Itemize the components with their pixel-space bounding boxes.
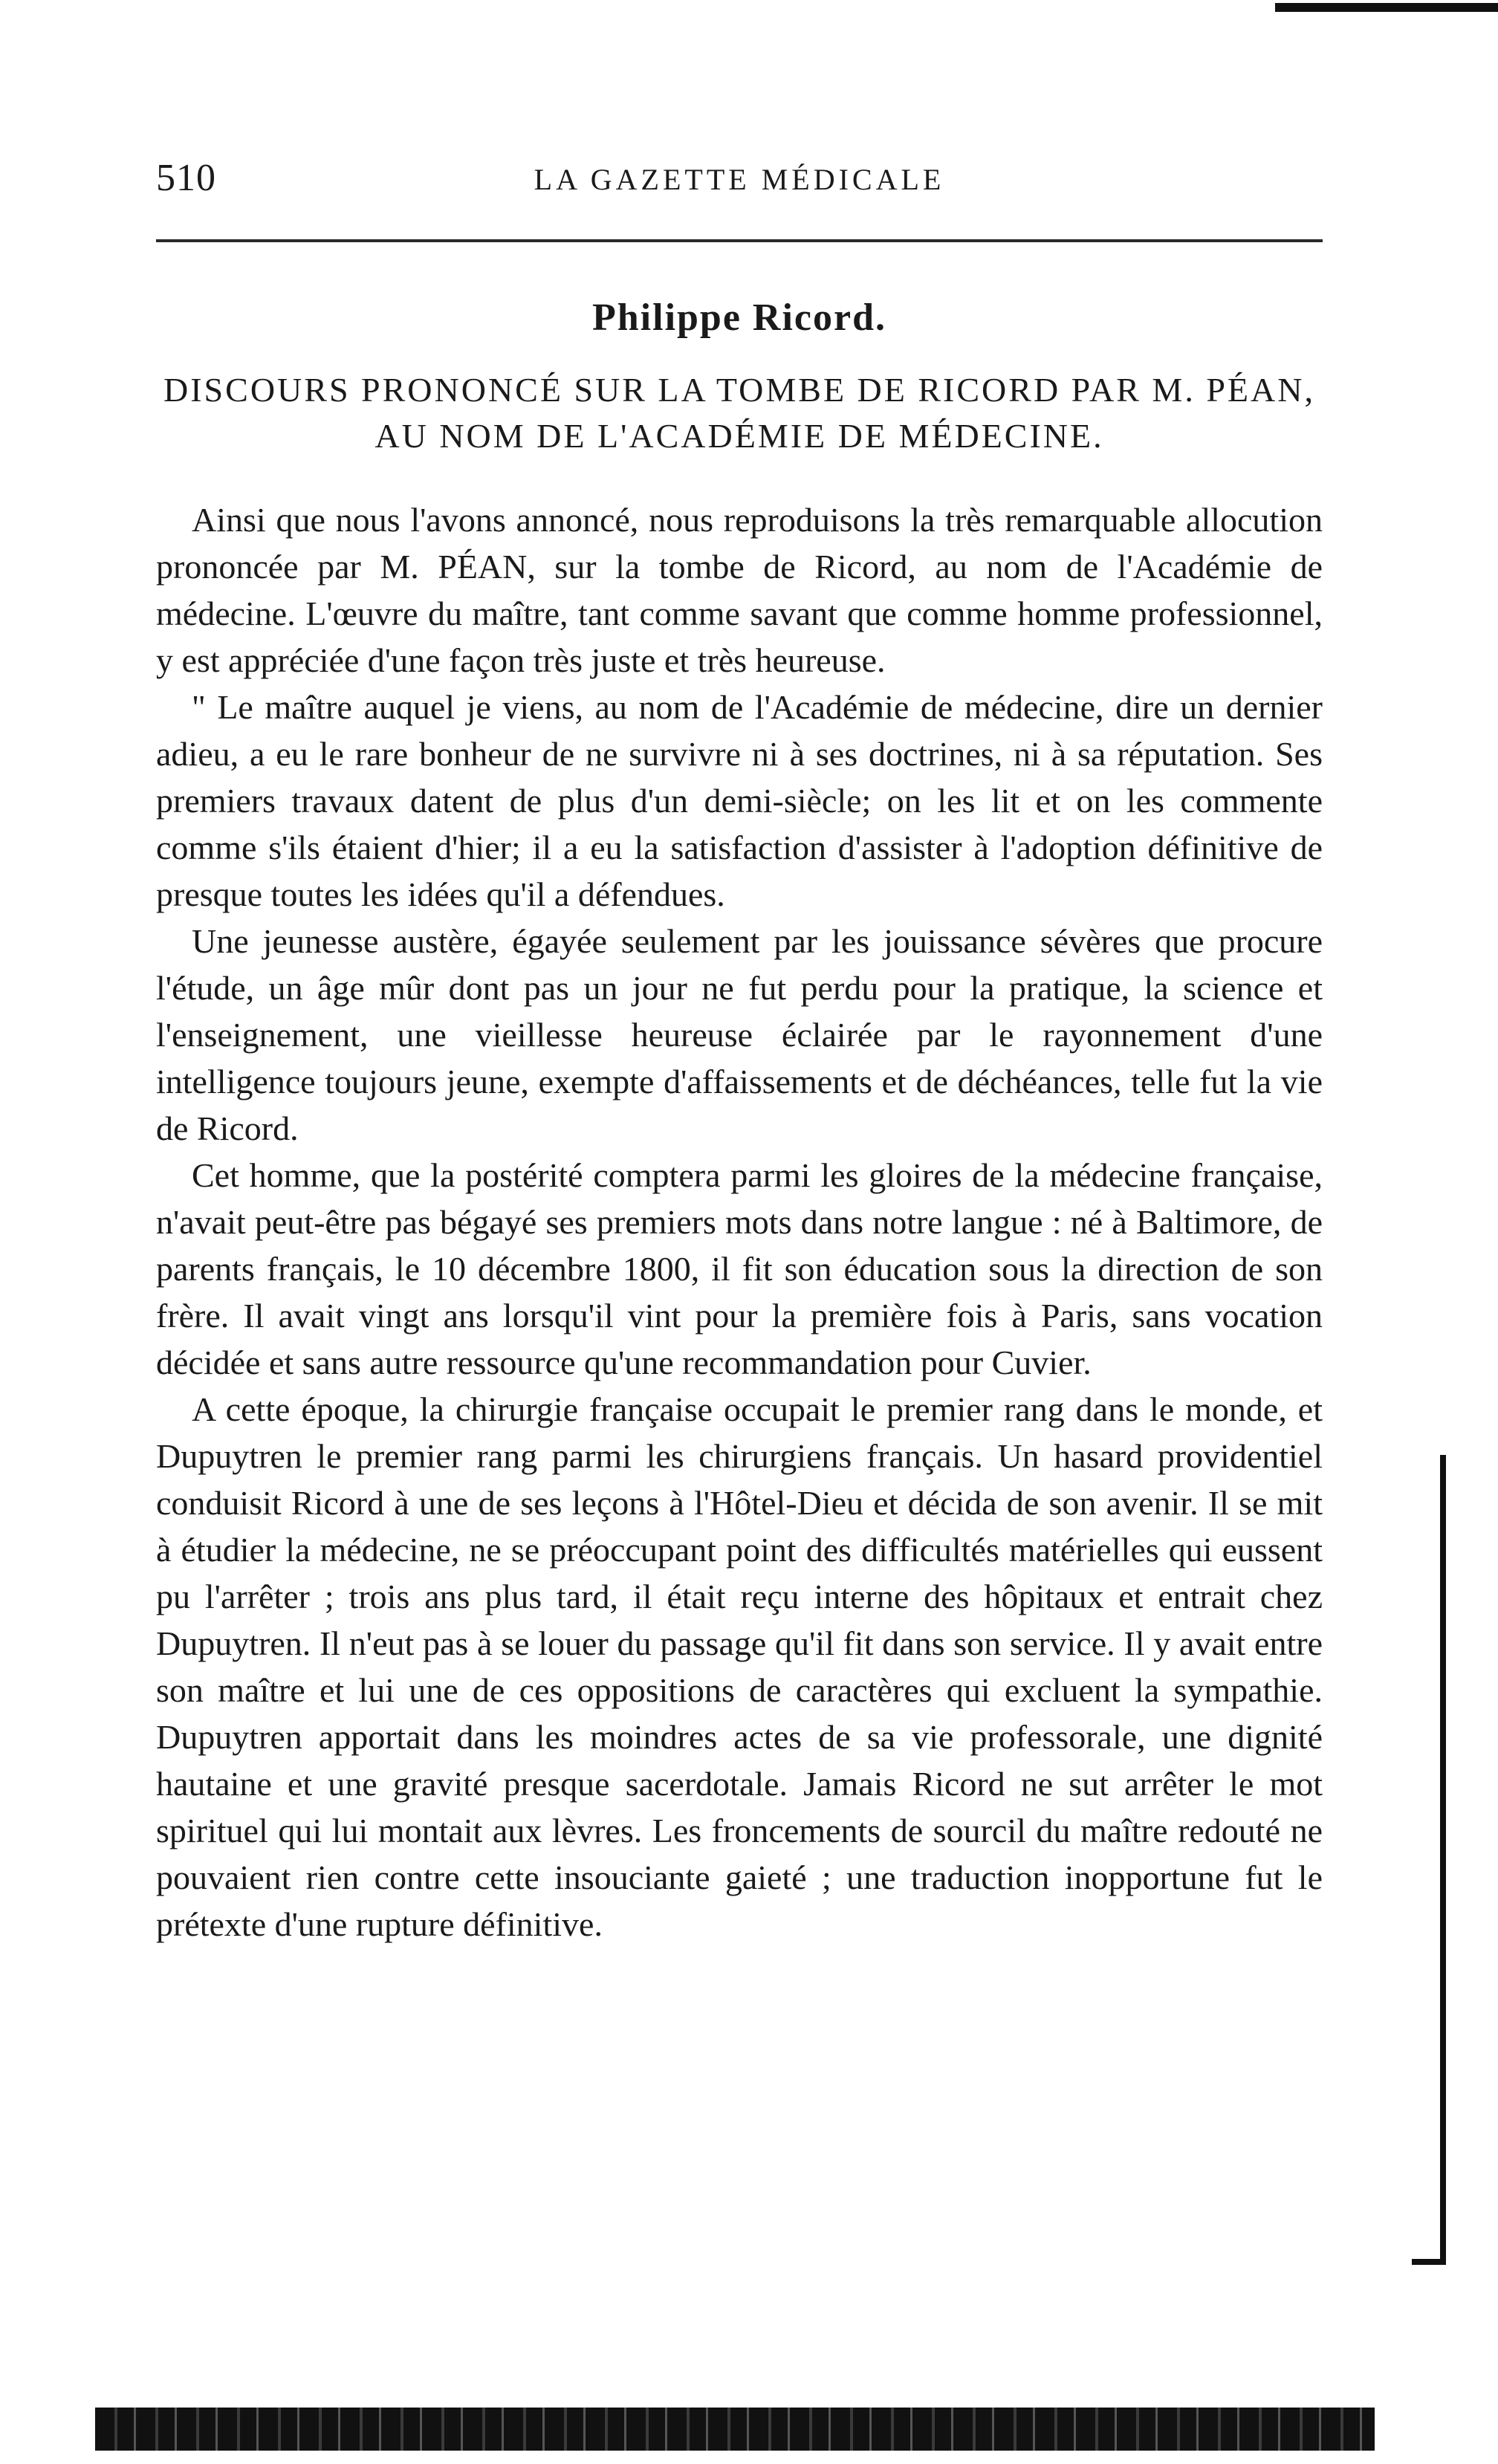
page-header [156, 156, 1323, 201]
page-number: 510 [156, 157, 216, 199]
paragraph: Une jeunesse austère, égayée seulement par les jouissance sévères que procure l'étude, un âge mûr dont pas un jour ne fut perdu pour la pratique, la science et l'enseignement, une vieillesse heureuse éclairée par le rayonnement d'une intelligence toujours jeune, exempte d'affaissements et de déchéances, telle fut la vie de Ricord. [156, 922, 1323, 1147]
header-rule [156, 239, 1323, 242]
paragraph: Ainsi que nous l'avons annoncé, nous reproduisons la très remarquable allocution prononcée par M. PÉAN, sur la tombe de Ricord, au nom de l'Académie de médecine. L'œuvre du maître, tant comme savant que comme homme professionnel, y est appréciée d'une façon très juste et très heureuse. [156, 501, 1323, 679]
article-title: Philippe Ricord. [591, 296, 887, 339]
paragraph: Cet homme, que la postérité comptera parmi les gloires de la médecine française, n'avait peut-être pas bégayé ses premiers mots dans notre langue : né à Baltimore, de parents français, le 10 décembre 1800, il fit son éducation sous la direction de son frère. Il avait vingt ans lorsqu'il vint pour la première fois à Paris, sans vocation décidée et sans autre ressource qu'une recommandation pour Cuvier. [156, 1156, 1323, 1381]
article-subtitle: DISCOURS PRONONCÉ SUR LA TOMBE DE RICORD PAR M. PÉAN, AU NOM DE L'ACADÉMIE DE MÉDECINE. [163, 371, 1315, 455]
paragraph: " Le maître auquel je viens, au nom de l'Académie de médecine, dire un dernier adieu, a eu le rare bonheur de ne survivre ni à ses doctrines, ni à sa réputation. Ses premiers travaux datent de plus d'un demi-siècle; on les lit et on les commente comme s'ils étaient d'hier; il a eu la satisfaction d'assister à l'adoption définitive de presque toutes les idées qu'il a défendues. [156, 688, 1323, 913]
document-page [156, 0, 1323, 2464]
scan-margin-foot [1412, 2259, 1446, 2265]
scan-bottom-bar [95, 2408, 1375, 2451]
paragraph: A cette époque, la chirurgie française occupait le premier rang dans le monde, et Dupuytren le premier rang parmi les chirurgiens français. Un hasard providentiel conduisit Ricord à une de ses leçons à l'Hôtel-Dieu et décida de son avenir. Il se mit à étudier la médecine, ne se préoccupant point des difficultés matérielles qui eussent pu l'arrêter ; trois ans plus tard, il était reçu interne des hôpitaux et entrait chez Dupuytren. Il n'eut pas à se louer du passage qu'il fit dans son service. Il y avait entre son maître et lui une de ces oppositions de caractères qui excluent la sympathie. Dupuytren apportait dans les moindres actes de sa vie professorale, une dignité hautaine et une gravité presque sacerdotale. Jamais Ricord ne sut arrêter le mot spirituel qui lui montait aux lèvres. Les froncements de sourcil du maître redouté ne pouvaient rien contre cette insouciante gaieté ; une traduction inopportune fut le prétexte d'une rupture définitive. [156, 1390, 1323, 1943]
running-head: LA GAZETTE MÉDICALE [534, 163, 945, 196]
scan-margin-line [1440, 1455, 1446, 2263]
article-body [156, 496, 1323, 1948]
